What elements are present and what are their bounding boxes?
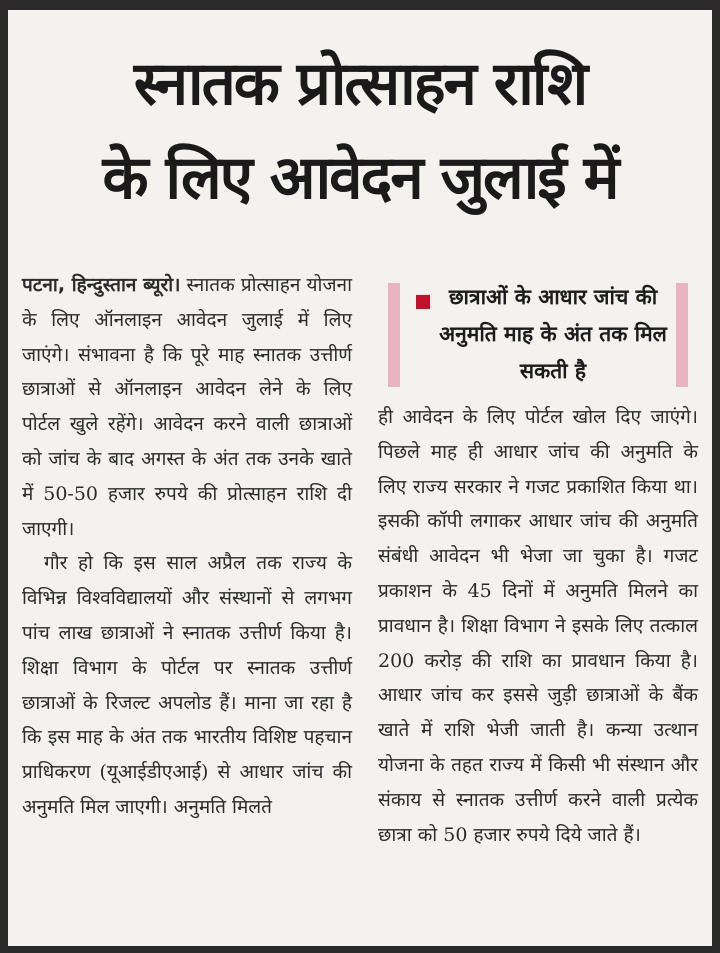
pull-quote-left-bar bbox=[388, 283, 400, 387]
dateline: पटना, हिन्दुस्तान ब्यूरो। bbox=[22, 274, 181, 296]
bullet-square-icon bbox=[416, 295, 430, 309]
article-column-left bbox=[22, 268, 352, 825]
pull-quote-right-bar bbox=[676, 283, 688, 387]
pull-quote-box bbox=[378, 275, 698, 397]
headline-line-1: स्नातक प्रोत्साहन राशि bbox=[133, 49, 587, 119]
newspaper-clipping bbox=[8, 10, 712, 946]
article-paragraph-3: ही आवेदन के लिए पोर्टल खोल दिए जाएंगे। पिछले माह ही आधार जांच की अनुमति के लिए राज्य सरकार ने गजट प्रकाशित किया था। इसकी कॉपी लगाकर आधार जांच की अनुमति संबंधी आवेदन भी भेजा जा चुका है। गजट प्रकाशन के 45 दिनों में अनुमति मिलने का प्रावधान है। शिक्षा विभाग ने इसके लिए तत्काल 200 करोड़ की राशि का प्रावधान किया है। आधार जांच कर इससे जुड़ी छात्राओं के बैंक खाते में राशि भेजी जाती है। कन्या उत्थान योजना के तहत राज्य में किसी भी संस्थान और संकाय से स्नातक उत्तीर्ण करने वाली प्रत्येक छात्रा को 50 हजार रुपये दिये जाते हैं। bbox=[378, 406, 698, 846]
article-paragraph-1-text: स्नातक प्रोत्साहन योजना के लिए ऑनलाइन आवेदन जुलाई में लिए जाएंगे। संभावना है कि पूरे माह स्नातक उत्तीर्ण छात्राओं से ऑनलाइन आवेदन लेने के लिए पोर्टल खुले रहेंगे। आवेदन करने वाली छात्राओं को जांच के बाद अगस्त के अंत तक उनके खाते में 50-50 हजार रुपये की प्रोत्साहन राशि दी जाएगी। bbox=[22, 274, 353, 540]
headline-line-2: के लिए आवेदन जुलाई में bbox=[102, 143, 618, 213]
article-paragraph-2: गौर हो कि इस साल अप्रैल तक राज्य के विभिन्न विश्वविद्यालयों और संस्थानों से लगभग पांच लाख छात्राओं ने स्नातक उत्तीर्ण किया है। शिक्षा विभाग के पोर्टल पर स्नातक उत्तीर्ण छात्राओं के रिजल्ट अपलोड हैं। माना जा रहा है कि इस माह के अंत तक भारतीय विशिष्ट पहचान प्राधिकरण (यूआईडीएआई) से आधार जांच की अनुमति मिल जाएगी। अनुमति मिलते bbox=[22, 552, 352, 818]
pull-quote-text: छात्राओं के आधार जांच की अनुमति माह के अंत तक मिल सकती है bbox=[439, 285, 667, 383]
article-column-right bbox=[378, 400, 698, 852]
article-paragraph-1 bbox=[22, 268, 352, 546]
